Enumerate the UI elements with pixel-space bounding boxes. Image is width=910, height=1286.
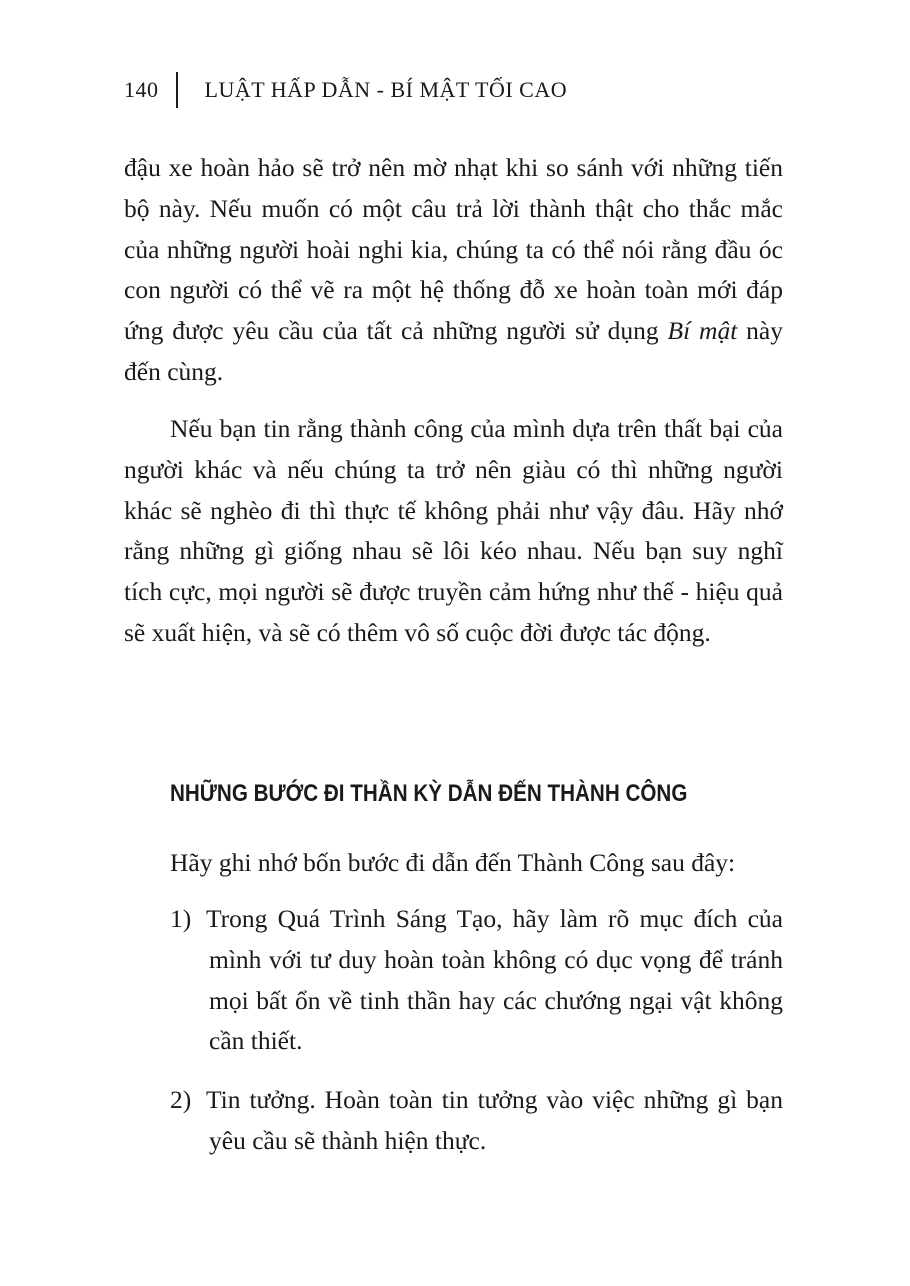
section-lead: Hãy ghi nhớ bốn bước đi dẫn đến Thành Công sau đây: (170, 848, 736, 877)
running-header (124, 72, 567, 108)
book-title: LUẬT HẤP DẪN - BÍ MẬT TỐI CAO (204, 77, 568, 102)
header-divider (176, 72, 178, 108)
list-item-number: 2) (170, 1085, 192, 1114)
paragraph-2-text: Nếu bạn tin rằng thành công của mình dựa trên thất bại của người khác và nếu chúng ta trở nên giàu có thì những người khác sẽ nghèo đi thì thực tế không phải như vậy đâu. Hãy nhớ rằng những gì giống nhau sẽ lôi kéo nhau. Nếu bạn suy nghĩ tích cực, mọi người sẽ được truyền cảm hứng như thế - hiệu quả sẽ xuất hiện, và sẽ có thêm vô số cuộc đời được tác động. (124, 414, 783, 647)
paragraph-2 (124, 409, 783, 654)
section-heading: NHỮNG BƯỚC ĐI THẦN KỲ DẪN ĐẾN THÀNH CÔNG (170, 780, 688, 807)
paragraph-1-italic: Bí mật (667, 316, 738, 346)
paragraph-1-text: đậu xe hoàn hảo sẽ trở nên mờ nhạt khi so sánh với những tiến bộ này. Nếu muốn có một câu trả lời thành thật cho thắc mắc của những người hoài nghi kia, chúng ta có thể nói rằng đầu óc con người có thể vẽ ra một hệ thống đỗ xe hoàn toàn mới đáp ứng được yêu cầu của tất cả những người sử dụng (124, 153, 783, 346)
list-item-text: Trong Quá Trình Sáng Tạo, hãy làm rõ mục đích của mình với tư duy hoàn toàn không có dục vọng để tránh mọi bất ổn về tinh thần hay các chướng ngại vật không cần thiết. (206, 904, 783, 1056)
list-item (170, 1080, 783, 1162)
paragraph-1-text-end: này đến cùng. (124, 316, 783, 386)
paragraph-1 (124, 148, 783, 393)
list-item (170, 899, 783, 1062)
page-number: 140 (124, 77, 159, 102)
list-item-text: Tin tưởng. Hoàn toàn tin tưởng vào việc những gì bạn yêu cầu sẽ thành hiện thực. (206, 1085, 783, 1155)
list-item-number: 1) (170, 904, 192, 933)
